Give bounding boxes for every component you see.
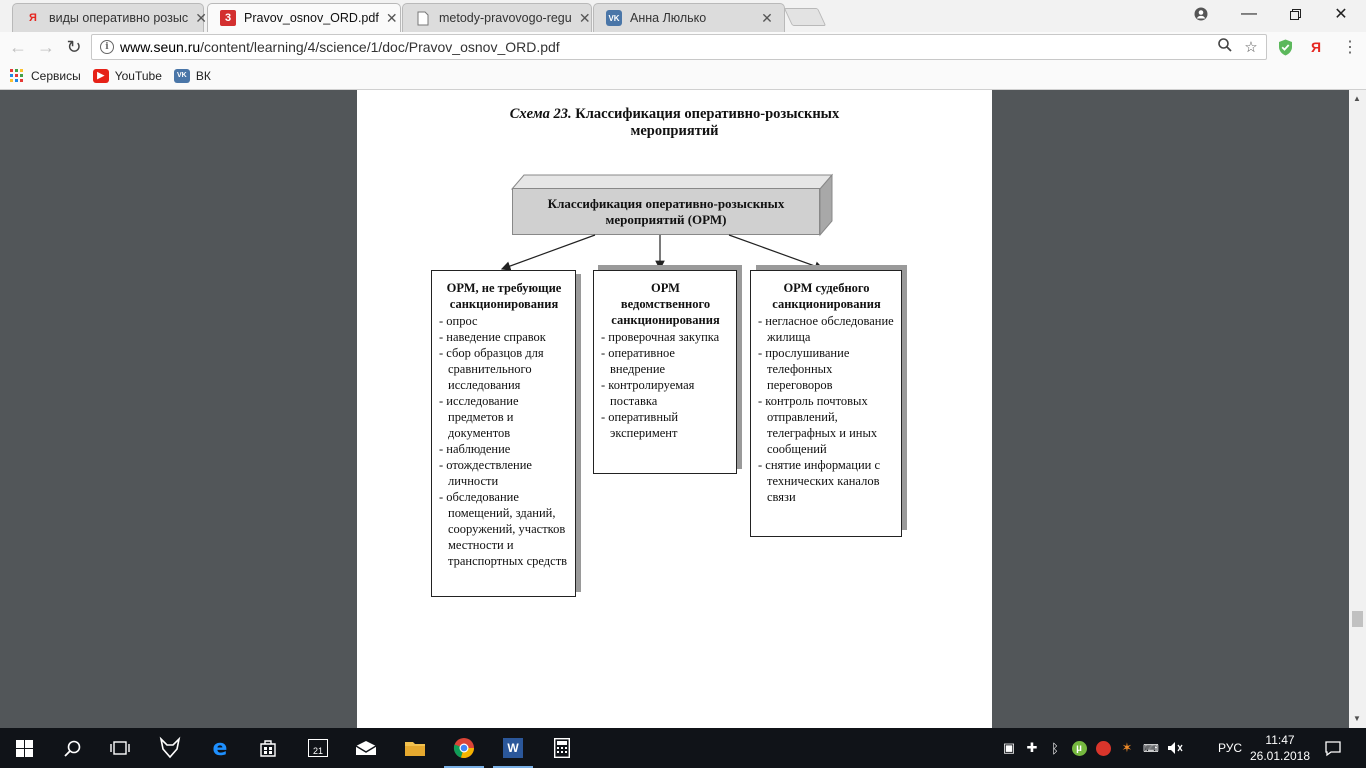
list-item: - сбор образцов для сравнительного исследования xyxy=(439,345,569,393)
network-icon[interactable]: ▣ xyxy=(1002,740,1016,755)
tab-pdf-active[interactable] xyxy=(207,3,401,32)
tab-label: metody-pravovogo-regu xyxy=(439,11,572,25)
address-bar[interactable] xyxy=(91,34,1267,60)
close-tab-icon[interactable]: ✕ xyxy=(195,9,207,26)
pdf-favicon-icon: 3 xyxy=(220,10,236,26)
adguard-shield-icon[interactable] xyxy=(1275,37,1295,57)
column-title: ОРМ ведомственного санкционирования xyxy=(611,281,720,327)
column-judicial-sanction xyxy=(750,270,902,537)
utorrent-icon[interactable]: µ xyxy=(1068,728,1090,768)
list-item: - контролируемая поставка xyxy=(601,377,730,409)
antivirus-icon[interactable] xyxy=(1092,728,1114,768)
tab-label: Анна Люлько xyxy=(630,11,707,25)
list-item: - наблюдение xyxy=(439,441,569,457)
site-info-icon[interactable]: i xyxy=(100,40,114,54)
tab-vk[interactable] xyxy=(593,3,785,32)
mail-icon[interactable] xyxy=(342,728,390,768)
list-item: - обследование помещений, зданий, сооружений, участков местности и транспортных средств xyxy=(439,489,569,569)
restore-button[interactable] xyxy=(1272,0,1318,28)
file-explorer-icon[interactable] xyxy=(391,728,439,768)
list-item: - прослушивание телефонных переговоров xyxy=(758,345,895,393)
scrollbar-thumb[interactable] xyxy=(1352,611,1363,627)
calculator-icon[interactable] xyxy=(538,728,586,768)
start-button[interactable] xyxy=(0,728,48,768)
bookmark-vk[interactable] xyxy=(174,69,211,83)
column-no-sanction xyxy=(431,270,576,597)
security-icon[interactable]: ✚ xyxy=(1026,740,1038,755)
column-list xyxy=(758,313,895,505)
tab-label: виды оперативно розыс xyxy=(49,11,189,25)
tab-strip xyxy=(0,0,1366,32)
bookmark-label: Сервисы xyxy=(31,68,81,83)
scroll-down-icon[interactable]: ▼ xyxy=(1353,714,1361,723)
connector-arrows xyxy=(357,90,992,290)
pdf-page xyxy=(357,90,992,728)
url-host: www.seun.ru xyxy=(120,39,201,55)
list-item: - опрос xyxy=(439,313,569,329)
tab-yandex-search[interactable] xyxy=(12,3,207,32)
youtube-icon: ▶ xyxy=(93,69,109,83)
minimize-button[interactable]: — xyxy=(1241,5,1257,22)
list-item: - негласное обследование жилища xyxy=(758,313,895,345)
list-item: - исследование предметов и документов xyxy=(439,393,569,441)
notifications-icon[interactable] xyxy=(1318,728,1348,768)
vk-icon: VK xyxy=(606,10,622,26)
vk-icon: VK xyxy=(174,69,190,83)
list-item: - наведение справок xyxy=(439,329,569,345)
bluetooth-icon[interactable]: ᛒ xyxy=(1051,740,1059,756)
vertical-scrollbar[interactable] xyxy=(1349,90,1366,728)
caption-text: Классификация оперативно-розыскных xyxy=(575,106,840,122)
bookmark-services[interactable] xyxy=(10,69,81,83)
column-departmental-sanction xyxy=(593,270,737,474)
clock-time: 11:47 xyxy=(1265,733,1295,747)
page-icon xyxy=(415,10,431,26)
list-item: - отождествление личности xyxy=(439,457,569,489)
url-text[interactable] xyxy=(120,39,1214,55)
clock-date: 26.01.2018 xyxy=(1249,749,1311,763)
column-list xyxy=(601,329,730,441)
bookmark-star-icon[interactable]: ☆ xyxy=(1244,39,1258,56)
task-view-button[interactable] xyxy=(96,728,144,768)
back-button[interactable]: ← xyxy=(9,36,27,57)
menu-icon[interactable]: ⋮ xyxy=(1342,39,1358,56)
apps-icon xyxy=(10,69,23,82)
browser-toolbar xyxy=(0,32,1366,62)
language-indicator[interactable]: РУС xyxy=(1217,741,1243,755)
caption-number: Схема 23. xyxy=(509,106,572,122)
clock[interactable] xyxy=(1248,732,1312,764)
chrome-icon[interactable] xyxy=(440,728,488,768)
calendar-day: 21 xyxy=(308,739,328,757)
yandex-icon: Я xyxy=(29,12,37,24)
reload-button[interactable]: ↻ xyxy=(66,36,82,57)
list-item: - проверочная закупка xyxy=(601,329,730,345)
yandex-extension-icon[interactable]: Я xyxy=(1310,39,1322,55)
close-window-button[interactable]: ✕ xyxy=(1334,6,1348,23)
list-item: - контроль почтовых отправлений, телеграфных и иных сообщений xyxy=(758,393,895,457)
bookmark-label: ВК xyxy=(195,68,211,83)
close-tab-icon[interactable]: ✕ xyxy=(385,9,398,26)
pdf-viewer[interactable] xyxy=(0,90,1366,728)
column-list xyxy=(439,313,569,569)
word-icon[interactable] xyxy=(489,728,537,768)
store-icon[interactable] xyxy=(244,728,292,768)
top-box-line1: Классификация оперативно-розыскных xyxy=(547,195,785,211)
new-tab-button[interactable] xyxy=(784,8,826,26)
close-tab-icon[interactable]: ✕ xyxy=(578,9,591,26)
windows-taskbar xyxy=(0,728,1366,768)
bookmark-label: YouTube xyxy=(114,68,162,83)
bookmark-youtube[interactable] xyxy=(93,69,162,83)
caption-text-line2: мероприятий xyxy=(630,123,719,139)
scroll-up-icon[interactable]: ▲ xyxy=(1353,94,1361,103)
list-item: - снятие информации с технических каналов связи xyxy=(758,457,895,505)
list-item: - оперативное внедрение xyxy=(601,345,730,377)
avast-icon[interactable]: ✶ xyxy=(1121,740,1133,755)
profile-icon[interactable] xyxy=(1178,0,1224,28)
close-tab-icon[interactable]: ✕ xyxy=(761,9,773,26)
column-title: ОРМ, не требующие санкционирования xyxy=(446,281,562,311)
volume-icon[interactable] xyxy=(1164,728,1186,768)
edge-icon[interactable]: e xyxy=(212,735,228,761)
word-glyph: W xyxy=(503,738,523,758)
fox-app-icon[interactable] xyxy=(146,728,194,768)
url-path: /content/learning/4/science/1/doc/Pravov_osnov_ORD.pdf xyxy=(200,39,560,55)
column-title: ОРМ судебного санкционирования xyxy=(772,281,881,311)
bookmarks-bar xyxy=(0,62,1366,90)
calendar-app-icon[interactable] xyxy=(294,728,342,768)
top-box-line2: мероприятий (ОРМ) xyxy=(605,211,727,227)
tab-metody[interactable] xyxy=(402,3,592,32)
keyboard-icon[interactable]: ⌨ xyxy=(1143,742,1159,755)
search-button[interactable] xyxy=(48,728,96,768)
zoom-icon[interactable] xyxy=(1214,38,1236,56)
list-item: - оперативный эксперимент xyxy=(601,409,730,441)
tab-label: Pravov_osnov_ORD.pdf xyxy=(244,11,379,25)
forward-button[interactable]: → xyxy=(37,36,55,57)
